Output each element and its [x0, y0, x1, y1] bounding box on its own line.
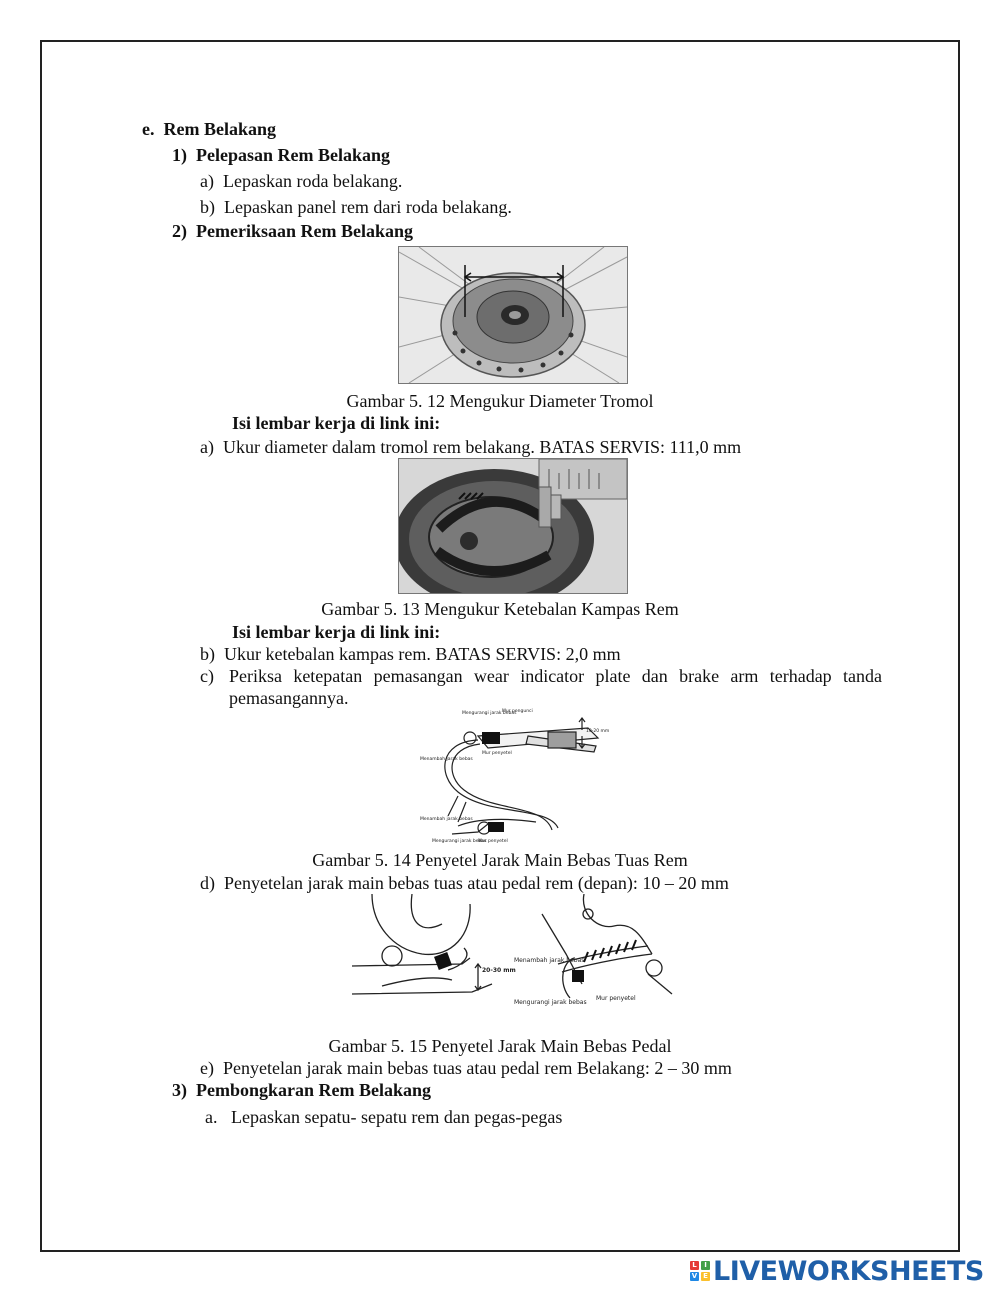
list-item — [200, 170, 402, 192]
subsection-2-heading — [172, 220, 413, 242]
label-mengurangi-top: Mengurangi jarak bebas — [462, 711, 517, 716]
figure-brake-pedal-adjuster — [352, 894, 688, 1030]
list-marker: e) — [200, 1058, 214, 1078]
figure-caption: Gambar 5. 14 Penyetel Jarak Main Bebas Tuas Rem — [312, 850, 688, 870]
figure-caption: Gambar 5. 13 Mengukur Ketebalan Kampas Rem — [321, 599, 679, 619]
list-item — [200, 196, 512, 218]
subsection-3-heading — [172, 1079, 431, 1101]
label-mur-pengunci: Mur pengunci — [502, 709, 533, 714]
worksheet-note: Isi lembar kerja di link ini: — [232, 413, 441, 433]
list-item — [200, 436, 741, 458]
logo-mark-v: V — [691, 1272, 698, 1280]
list-item — [200, 643, 621, 665]
list-item-text: Ukur diameter dalam tromol rem belakang. BATAS SERVIS: 111,0 mm — [222, 437, 742, 457]
list-item-text: Lepaskan sepatu- sepatu rem dan pegas-pegas — [231, 1107, 563, 1127]
list-item — [200, 1057, 732, 1079]
label-mur-penyetel-bottom: Mur penyetel — [478, 839, 508, 844]
list-marker: b) — [200, 197, 215, 217]
list-item — [200, 872, 729, 894]
logo-mark-l: L — [690, 1261, 699, 1270]
logo-mark-e: E — [701, 1272, 710, 1281]
logo-mark-i: I — [701, 1261, 710, 1270]
subsection-2-title: Pemeriksaan Rem Belakang — [196, 221, 413, 241]
label-mur-penyetel-top: Mur penyetel — [482, 751, 512, 756]
list-item-text: Lepaskan roda belakang. — [222, 171, 403, 191]
figure-caption: Gambar 5. 15 Penyetel Jarak Main Bebas Pedal — [328, 1036, 672, 1056]
section-heading — [142, 118, 276, 140]
logo-mark-icon — [690, 1261, 710, 1281]
list-marker: b) — [200, 644, 215, 664]
label-menambah-left: Menambah jarak bebas — [420, 757, 473, 762]
label-menambah-bottom: Menambah jarak bebas — [420, 817, 473, 822]
list-item-text-continued: pemasangannya. — [229, 688, 349, 708]
list-marker: a) — [200, 171, 214, 191]
list-item-text: Penyetelan jarak main bebas tuas atau pedal rem (depan): 10 – 20 mm — [224, 873, 729, 893]
brake-drum-photo — [399, 247, 627, 383]
label-mengurangi: Mengurangi jarak bebas — [514, 999, 587, 1006]
subsection-2-number: 2) — [172, 221, 187, 241]
label-menambah: Menambah jarak bebas — [514, 957, 585, 964]
list-item-text: Lepaskan panel rem dari roda belakang. — [224, 197, 512, 217]
list-item-marker-c — [200, 665, 214, 687]
liveworksheets-logo[interactable] — [690, 1254, 984, 1288]
worksheet-note: Isi lembar kerja di link ini: — [232, 622, 441, 642]
subsection-1-number: 1) — [172, 145, 187, 165]
list-marker: d) — [200, 873, 215, 893]
subsection-1-heading — [172, 144, 390, 166]
subsection-1-title: Pelepasan Rem Belakang — [196, 145, 391, 165]
subsection-3-number: 3) — [172, 1080, 187, 1100]
figure-brake-lever-adjuster — [418, 706, 614, 848]
list-marker: c) — [200, 666, 214, 686]
list-marker: a) — [200, 437, 214, 457]
list-marker: a. — [205, 1107, 218, 1127]
brake-pedal-drawing — [352, 894, 688, 1030]
label-mengurangi-bottom: Mengurangi jarak bebas — [432, 839, 487, 844]
brake-lever-drawing — [418, 706, 614, 848]
section-marker: e. — [142, 119, 155, 139]
list-item-text: Periksa ketepatan pemasangan wear indicator plate dan brake arm terhadap tanda — [229, 666, 882, 686]
list-item-text: Ukur ketebalan kampas rem. BATAS SERVIS: 2,0 mm — [224, 644, 621, 664]
label-range: 10-20 mm — [586, 729, 610, 734]
brand-name: LIVEWORKSHEETS — [713, 1255, 984, 1287]
label-range: 20-30 mm — [482, 967, 516, 974]
section-title: Rem Belakang — [163, 119, 276, 139]
figure-brake-lining-thickness — [398, 458, 628, 594]
figure-caption: Gambar 5. 12 Mengukur Diameter Tromol — [346, 391, 654, 411]
figure-brake-drum-diameter — [398, 246, 628, 384]
list-item — [205, 1106, 562, 1128]
subsection-3-title: Pembongkaran Rem Belakang — [196, 1080, 432, 1100]
label-mur-penyetel: Mur penyetel — [596, 995, 636, 1002]
brake-shoe-photo — [399, 459, 627, 593]
list-item-text: Penyetelan jarak main bebas tuas atau pedal rem Belakang: 2 – 30 mm — [222, 1058, 732, 1078]
